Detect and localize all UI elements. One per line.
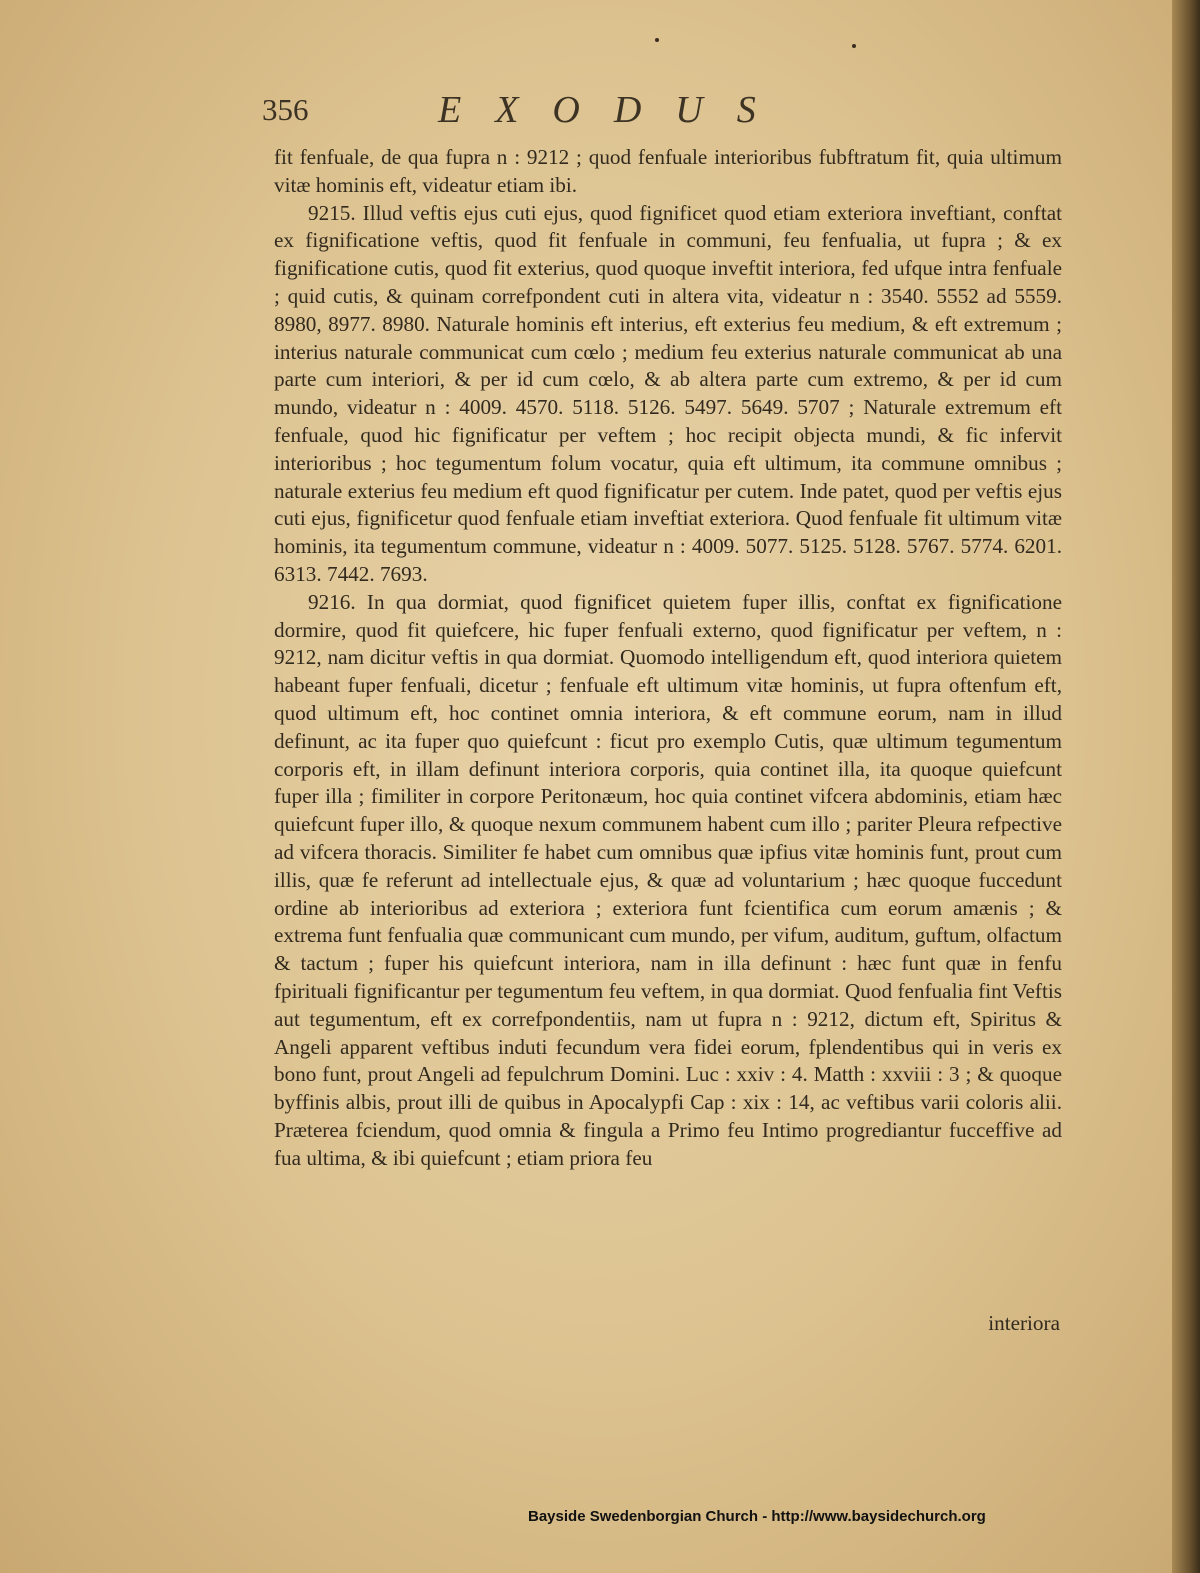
- running-title: EXODUS: [438, 89, 790, 131]
- ink-speck: [852, 44, 856, 48]
- paragraph-continuation: fit fenfuale, de qua fupra n : 9212 ; quod fenfuale interioribus fubftratum fit, quia ultimum vitæ hominis eft, videatur etiam ibi.: [274, 145, 1062, 197]
- page-edge-shadow: [1172, 0, 1200, 1573]
- paragraph-9215: 9215. Illud veftis ejus cuti ejus, quod fignificet quod etiam exteriora inveftiant, conftat ex fignificatione veftis, quod fit fenfuale in communi, feu fenfualia, ut fupra ; & ex fignificatione cutis, quod fit exterius, quod quoque inveftit interiora, fed ufque intra fenfuale ; quid cutis, & quinam correfpondent cuti in altera vita, videatur n : 3540. 5552 ad 5559. 8980, 8977. 8980. Naturale hominis eft interius, eft exterius feu medium, & eft extremum ; interius naturale communicat cum cœlo ; medium feu exterius naturale communicat ab una parte cum interiori, & per id cum cœlo, & ab altera parte cum extremo, & per id cum mundo, videatur n : 4009. 4570. 5118. 5126. 5497. 5649. 5707 ; Naturale extremum eft fenfuale, quod hic fignificatur per veftem ; hoc recipit objecta mundi, & fic infervit interioribus ; hoc tegumentum folum vocatur, quia eft ultimum, ita commune omnibus ; naturale exterius feu medium eft quod fignificatur per cutem. Inde patet, quod per veftis ejus cuti ejus, fignificetur quod fenfuale etiam inveftiat exteriora. Quod fenfuale fit ultimum vitæ hominis, ita tegumentum commune, videatur n : 4009. 5077. 5125. 5128. 5767. 5774. 6201. 6313. 7442. 7693.: [274, 200, 1062, 586]
- catchword: interiora: [988, 1311, 1060, 1335]
- source-footer: Bayside Swedenborgian Church - http://www.baysidechurch.org: [528, 1508, 986, 1525]
- page-number: 356: [262, 92, 309, 127]
- main-text: [274, 144, 1062, 1172]
- running-head: [262, 88, 1082, 138]
- ink-speck: [655, 38, 659, 42]
- paragraph-9216: 9216. In qua dormiat, quod fignificet quietem fuper illis, conftat ex fignificatione dormire, quod fit quiefcere, hic fuper fenfuali externo, quod fignificatur per veftem, n : 9212, nam dicitur veftis in qua dormiat. Quomodo intelligendum eft, quod interiora quietem habeant fuper fenfuali, dicetur ; fenfuale eft ultimum vitæ hominis, ut fupra oftenfum eft, quod ultimum eft, hoc continet omnia interiora, & eft commune eorum, nam in illud definunt, ac ita fuper quo quiefcunt : ficut pro exemplo Cutis, quæ ultimum tegumentum corporis eft, in illam definunt interiora corporis, quia continet illa, ita quoque quiefcunt fuper illa ; fimiliter in corpore Peritonæum, hoc quia continet vifcera abdominis, etiam hæc quiefcunt fuper illo, & quoque nexum communem habent cum illo ; pariter Pleura refpective ad vifcera thoracis. Similiter fe habet cum omnibus quæ ipfius vitæ hominis funt, prout cum illis, quæ fe referunt ad intellectuale ejus, & quæ ad voluntarium ; hæc quoque fuccedunt ordine ab interioribus ad exteriora ; exteriora funt fcientifica cum eorum amænis ; & extrema funt fenfualia quæ communicant cum mundo, per vifum, auditum, guftum, olfactum & tactum ; fuper his quiefcunt interiora, nam in illa definunt : hæc funt quæ in fenfu fpirituali fignificantur per tegumentum feu veftem, in qua dormiat. Quod fenfualia fint Veftis aut tegumentum, eft ex correfpondentiis, nam ut fupra n : 9212, dictum eft, Spiritus & Angeli apparent veftibus induti fecundum vera fidei eorum, fplendentibus qui in veris ex bono funt, prout Angeli ad fepulchrum Domini. Luc : xxiv : 4. Matth : xxviii : 3 ; & quoque byffinis albis, prout illi de quibus in Apocalypfi Cap : xix : 14, ac veftibus varii coloris alii. Præterea fciendum, quod omnia & fingula a Primo feu Intimo progrediantur fucceffive ad fua ultima, & ibi quiefcunt ; etiam priora feu: [274, 589, 1062, 1170]
